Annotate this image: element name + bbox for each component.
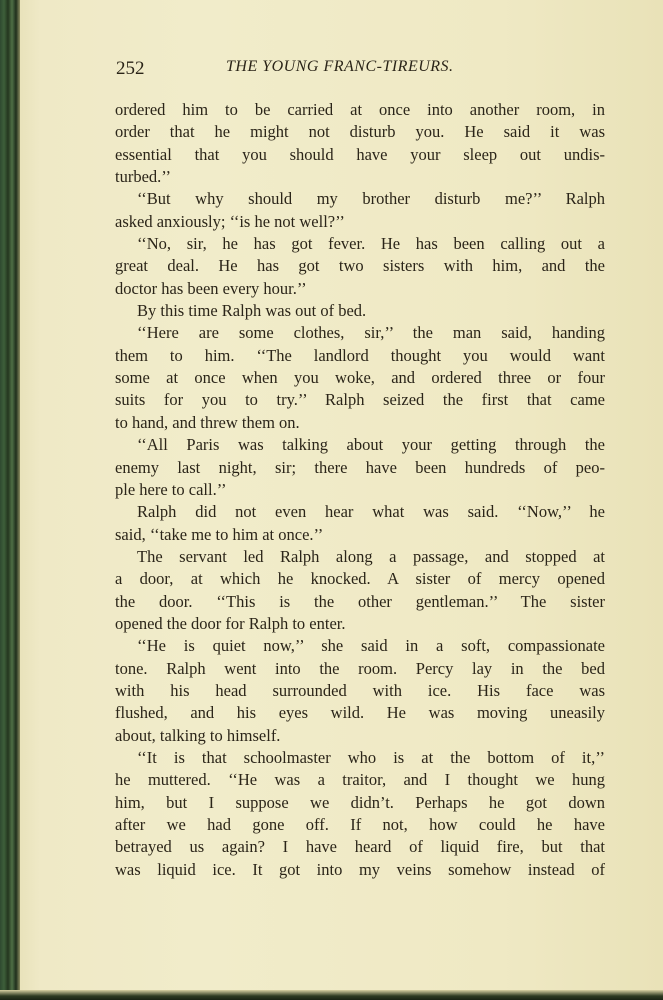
text-line: them to him. ‘‘The landlord thought you would want [115, 345, 605, 365]
text-line: opened the door for Ralph to enter. [115, 613, 346, 633]
text-line: ple here to call.’’ [115, 479, 227, 499]
text-line: said, ‘‘take me to him at once.’’ [115, 524, 324, 544]
text-line: By this time Ralph was out of bed. [137, 301, 367, 321]
text-line: suits for you to try.’’ Ralph seized the first that came [115, 390, 605, 410]
text-line: asked anxiously; ‘‘is he not well?’’ [115, 211, 345, 231]
text-line: flushed, and his eyes wild. He was moving uneasily [115, 703, 605, 723]
text-line: ‘‘All Paris was talking about your getting through the [137, 435, 605, 455]
text-line: order that he might not disturb you. He said it was [115, 122, 605, 142]
text-line: with his head surrounded with ice. His face was [115, 680, 605, 700]
text-line: ‘‘No, sir, he has got fever. He has been calling out a [137, 234, 605, 254]
text-line: ‘‘Here are some clothes, sir,’’ the man said, handing [137, 323, 605, 343]
text-line: The servant led Ralph along a passage, and stopped at [137, 546, 605, 566]
text-line: the door. ‘‘This is the other gentleman.’’ The sister [115, 591, 605, 611]
text-line: him, but I suppose we didn’t. Perhaps he got down [115, 792, 605, 812]
page-header [116, 58, 506, 82]
text-line: turbed.’’ [115, 167, 172, 187]
text-line: great deal. He has got two sisters with him, and the [115, 256, 605, 276]
running-title: THE YOUNG FRANC-TIREURS. [226, 58, 454, 75]
text-line: ‘‘It is that schoolmaster who is at the bottom of it,’’ [137, 747, 605, 767]
text-line: a door, at which he knocked. A sister of mercy opened [115, 569, 605, 589]
text-line: ordered him to be carried at once into another room, in [115, 100, 605, 119]
page-bottom-edge [0, 990, 663, 1000]
text-line: some at once when you woke, and ordered three or four [115, 368, 605, 388]
body-text [115, 99, 605, 881]
text-line: essential that you should have your sleep out undis- [115, 144, 605, 164]
text-line: ‘‘He is quiet now,’’ she said in a soft, compassionate [137, 636, 605, 656]
text-line: ‘‘But why should my brother disturb me?’’ Ralph [137, 189, 605, 209]
text-line: he muttered. ‘‘He was a traitor, and I thought we hung [115, 770, 605, 790]
text-line: about, talking to himself. [115, 725, 281, 745]
text-line: enemy last night, sir; there have been hundreds of peo- [115, 457, 605, 477]
page-number: 252 [116, 58, 145, 79]
book-spine-edge [0, 0, 20, 1000]
text-line: tone. Ralph went into the room. Percy lay in the bed [115, 658, 605, 678]
text-line: after we had gone off. If not, how could he have [115, 815, 605, 834]
text-line: was liquid ice. It got into my veins somehow instead of [115, 859, 605, 879]
text-line: betrayed us again? I have heard of liquid fire, but that [115, 837, 605, 857]
text-line: to hand, and threw them on. [115, 412, 300, 432]
text-line: Ralph did not even hear what was said. ‘‘Now,’’ he [137, 502, 605, 522]
text-line: doctor has been every hour.’’ [115, 278, 307, 298]
